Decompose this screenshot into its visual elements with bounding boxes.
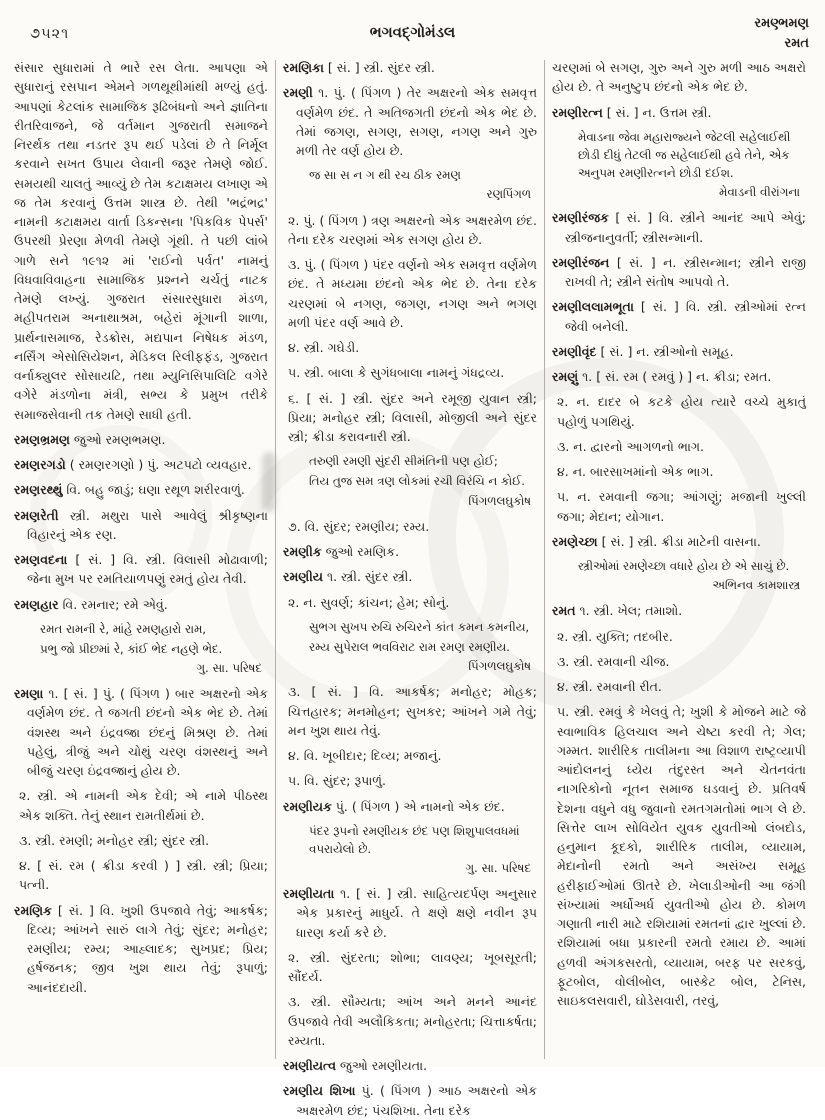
continuation-paragraph: સંસાર સુધારામાં તે ભારે રસ લેતા. આપણા એ સુધારાનું રસપાન એમને ગળથૂથીમાંથી મળ્યું હતું. આપણાં કેટલાંક સામાજિક રૂઢિબંધનો અને જ્ઞાતિના રીતરિવાજને, જે વર્તમાન ગુજરાતી સમાજને નિરર્થક તથા નડતર રૂપ થઈ પડેલાં છે તે નિર્મૂલ કરવાને સખત ઉપાય લેવાની જરૂર તેમણે જોઈ. સમયથી ચાલતું આવ્યું છે તેમ કટાક્ષમય લખાણ એ જ તેમ કરવાનું ઉત્તમ શાસ્ત્ર છે. તેથી 'ભદ્રંભદ્ર' નામની કટાક્ષમય વાર્તા ડિકન્સના 'પિકવિક પેપર્સ' ઉપરથી પ્રેરણા મેળવી તેમણે ગૂંથી. તે પછી લાંબે ગાળે સને ૧૯૧૨ માં 'રાઈનો પર્વત' નામનું વિધવાવિવાહના સામાજિક પ્રશ્નને ચર્ચતું નાટક તેમણે લખ્યું. ગુજરાત સંસારસુધારા મંડળ, મહીપતરામ અનાથાશ્રમ, બહેરાં મૂંગાની શાળા, પ્રાર્થનાસમાજ, રેડક્રોસ, મદ્યપાન નિષેધક મંડળ, નર્સિંગ એસોસિયેશન, મેડિકલ રિલીફફંડ, ગુજરાત વર્નાક્યુલર સોસાયટિ, તથા મ્યુનિસિપાલિટિ વગેરે વગેરે મંડળોના મંત્રી, સભ્ય કે પ્રમુખ તરીકે સમાજસેવાની તક તેમણે સાધી હતી. bbox=[14, 60, 268, 422]
page-title: ભગવદ્ગોમંડલ bbox=[369, 23, 456, 41]
sense-paragraph: ૪. સ્ત્રી. રમવાની રીત. bbox=[557, 679, 662, 695]
entry-headword: રમણીયતા bbox=[283, 886, 335, 902]
sense-paragraph: ૫. સ્ત્રી. બાલા કે સુગંધબાલા નામનું ગંધદ્રવ્ય. bbox=[288, 365, 505, 381]
entry-headword: રમણરથ્થું bbox=[14, 482, 63, 498]
dictionary-entry: રમણી ૧. પું. ( પિંગળ ) તેર અક્ષરનો એક સમવૃત્ત વર્ણમેળ છંદ. તે અતિજગતી છંદનો એક ભેદ છે. તેમાં જગણ, સગણ, સગણ, નગણ અને ગુરુ મળી તેર વર્ણ હોય છે. bbox=[283, 85, 537, 158]
sense-paragraph: ૭. વિ. સુંદર; રમણીય; રમ્ય. bbox=[288, 518, 430, 534]
entry-headword: રમણિકા bbox=[283, 60, 324, 75]
verse-line: પ્રભુ જો પ્રીછમાં રે, કાંઈ ભેદ નહણે ભેદ. bbox=[40, 641, 223, 656]
dictionary-entry: રમણીયત્વ જુઓ રમણીયતા. bbox=[283, 1058, 428, 1074]
citation: ગુ. સા. પરિષદ bbox=[465, 861, 531, 876]
dictionary-entry: રમત ૧. સ્ત્રી. ખેલ; તમાશો. bbox=[552, 603, 683, 619]
dictionary-entry: રમણરગડો ( રમણરગણો ) પું. અટપટો વ્યવહાર. bbox=[14, 457, 252, 472]
dictionary-entry: રમણહાર વિ. રમનાર; રમે એવું. bbox=[14, 596, 168, 612]
verse-line: સ્ત્રીઓમાં રમણેચ્છા વધારે હોય છે એ સાચું છે. bbox=[578, 559, 790, 574]
sense-paragraph: ૩. સ્ત્રી. સૌમ્યતા; આંખ અને મનને આનંદ ઉપજાવે તેવી અલૌકિકતા; મનોહરતા; ચિત્તાકર્ષતા; રમ્યતા. bbox=[288, 994, 537, 1048]
sense-paragraph: ૨. સ્ત્રી. યુક્તિ; તદબીર. bbox=[557, 628, 673, 644]
sense-paragraph: ૩. સ્ત્રી. રમવાની ચીજ. bbox=[557, 653, 670, 669]
entry-headword: રમણહાર bbox=[14, 596, 59, 612]
entry-headword: રમણીય bbox=[283, 569, 324, 585]
dictionary-entry: રમણીક જુઓ રમણિક. bbox=[283, 544, 400, 560]
text-column-3 bbox=[552, 58, 806, 1065]
entry-headword: રમણીરત્ન bbox=[552, 104, 603, 120]
sense-paragraph: ૨. સ્ત્રી. સુંદરતા; શોભા; લાવણ્ય; ખૂબસૂરતી; સૌંદર્ય. bbox=[288, 949, 537, 985]
dictionary-entry: રમણીરંજક [ સં. ] વિ. સ્ત્રીને આનંદ આપે એવું; સ્ત્રીજનાનુવર્તી; સ્ત્રીસન્માની. bbox=[552, 210, 806, 245]
citation: અભિનવ કામશાસ્ત્ર bbox=[712, 578, 800, 593]
dictionary-entry: રમણિકા [ સં. ] સ્ત્રી. સુંદર સ્ત્રી. bbox=[283, 60, 435, 75]
entry-headword: રમણીવૃંદ bbox=[552, 343, 597, 359]
entry-headword: રમણિક bbox=[14, 902, 52, 918]
citation: પિંગળલઘુકોષ bbox=[468, 493, 531, 508]
text-column-2 bbox=[283, 58, 537, 1118]
dictionary-entry: રમણું ૧. [ સં. રમ ( રમવું ) ] ન. ક્રીડા; રમત. bbox=[552, 369, 772, 385]
verse-line: રમ્ય સુપેરાલ ભવવિરાટ રામ રમણ રમણીય. bbox=[309, 639, 510, 654]
dictionary-entry: રમણીરત્ન [ સં. ] ન. ઉત્તમ સ્ત્રી. bbox=[552, 104, 712, 120]
sense-paragraph: ૬. [ સં. ] સ્ત્રી. સુંદર અને રમૂજી યુવાન સ્ત્રી; પ્રિયા; મનોહર સ્ત્રી; વિલાસી, મોજીલી અને સુંદર સ્ત્રી; ક્રીડા કરાવનારી સ્ત્રી. bbox=[288, 390, 537, 445]
entry-headword: રમણરગડો bbox=[14, 457, 66, 472]
dictionary-entry: રમણેચ્છા [ સં. ] સ્ત્રી. ક્રીડા માટેની વાસના. bbox=[552, 533, 761, 549]
sense-paragraph: ૪. [ સં. રમ ( ક્રીડા કરવી ) ] સ્ત્રી. સ્ત્રી; પ્રિયા; પત્ની. bbox=[19, 858, 268, 893]
verse-line: પંદર રૂપનો રમણીયક છંદ પણ શિશુપાલવધમાં વપરાયેલો છે. bbox=[309, 823, 520, 856]
entry-headword: રમણવદના bbox=[14, 552, 68, 567]
verse-line: તરુણી રમણી સુંદરી સીમંતિની પણ હોઈ; bbox=[309, 454, 498, 469]
dictionary-entry: રમણરથ્થું વિ. બહુ જાડું; ઘણા રથૂળ શરીરવાળું. bbox=[14, 482, 245, 498]
entry-headword: રમણીરંજક bbox=[552, 210, 609, 226]
citation: પિંગળલઘુકોષ bbox=[468, 659, 531, 674]
entry-headword: રમણું bbox=[552, 369, 579, 385]
dictionary-entry: રમણીય શિખા પું. ( પિંગળ ) આઠ અક્ષરનો એક અક્ષરમેળ છંદ; પંચશિખા. તેના દરેક bbox=[283, 1083, 537, 1118]
guide-word-top: રમણ્ભમણ bbox=[754, 16, 809, 31]
dictionary-entry: રમણરેતી સ્ત્રી. મથુરા પાસે આવેલું શ્રીકૃષ્ણના વિહારનું એક રણ. bbox=[14, 507, 268, 542]
entry-headword: રમણીયક bbox=[283, 798, 332, 814]
sense-paragraph: ૪. સ્ત્રી. ગઘેડી. bbox=[288, 340, 360, 356]
guide-word-bottom: રમત bbox=[784, 36, 809, 52]
sense-paragraph: ૨. સ્ત્રી. એ નામની એક દેવી; એ નામે પીઠસ્થ એક શક્તિ. તેનું સ્થાન રામતીર્થમાં છે. bbox=[19, 788, 268, 823]
dictionary-entry: રમણીલલામભૂતા [ સં. ] વિ. સ્ત્રી. સ્ત્રીઓમાં રત્ન જેવી બનેલી. bbox=[552, 299, 806, 334]
dictionary-entry: રમણા ૧. [ સં. ] પું. ( પિંગળ ) બાર અક્ષરનો એક વર્ણમેળ છંદ. તે જગતી છંદનો એક ભેદ છે. તેમાં વંશસ્થ અને ઇંદ્રવજ્રા છંદનું મિશ્રણ છે. તેમાં પહેલું, ત્રીજું અને ચોથું ચરણ વંશસ્થનું અને બીજું ચરણ ઇંદ્રવજ્રાનું હોય છે. bbox=[14, 686, 268, 779]
sense-paragraph: ૪. વિ. ખૂબીદાર; દિવ્ય; મજાનું. bbox=[288, 748, 442, 763]
page-number: ૭૫૨૧ bbox=[30, 26, 70, 42]
verse-line: રમત રામની રે, માંહે રમણહારો રામ, bbox=[40, 621, 207, 636]
dictionary-entry: રમણીવૃંદ [ સં. ] ન. સ્ત્રીઓનો સમૂહ. bbox=[552, 343, 734, 359]
entry-headword: રમણીક bbox=[283, 544, 322, 560]
entry-headword: રમણીય શિખા bbox=[283, 1083, 356, 1099]
citation: મેવાડની વીરાંગના bbox=[719, 185, 800, 200]
dictionary-entry: રમણીરંજન [ સં. ] ન. સ્ત્રીસન્માન; સ્ત્રીને રાજી રાખવી તે; સ્ત્રીને સંતોષ આપવો તે. bbox=[552, 254, 806, 290]
sense-paragraph: ૫. ન. રમવાની જગા; આંગણું; મજાની ખુલ્લી જગા; મેદાન; યોગાન. bbox=[557, 489, 806, 524]
page-header bbox=[0, 14, 825, 58]
page-body bbox=[14, 58, 813, 1118]
column-divider bbox=[275, 60, 276, 1059]
entry-headword: રમણીયત્વ bbox=[283, 1058, 337, 1074]
guide-words bbox=[754, 14, 809, 54]
citation: ગુ. સા. પરિષદ bbox=[196, 661, 262, 676]
sense-paragraph: ૨. પું. ( પિંગળ ) ત્રણ અક્ષરનો એક અક્ષરમેળ છંદ. તેના દરેક ચરણમાં એક સગણ હોય છે. bbox=[288, 212, 537, 247]
sense-paragraph: ૩. સ્ત્રી. રમણી; મનોહર સ્ત્રી; સુંદર સ્ત્રી. bbox=[19, 832, 210, 848]
dictionary-entry: રમણીયક પું. ( પિંગળ ) એ નામનો એક છંદ. bbox=[283, 798, 505, 814]
entry-headword: રમણીરંજન bbox=[552, 254, 610, 270]
sense-paragraph: ૫. સ્ત્રી. રમવું કે ખેલવું તે; ખુશી કે મોજને માટે જે સ્વાભાવિક હિલચાલ અને ચેષ્ટા કરવી તે; ગેલ; ગમ્મત. શારીરિક તાલીમના આ વિશાળ રાષ્ટ્રવ્યાપી આંદોલનનું ધ્યેય તંદુરસ્ત અને ચેતનવંતા નાગરિકોનો નૂતન સમાજ ઘડવાનું છે. પ્રતિવર્ષ દેશના વધુને વધુ જુવાનો રમતગમતોમાં ભાગ લે છે. સિત્તેર લાખ સોવિયેત યુવક યુવતીઓ લંબદોડ, હનુમાન કૂદકો, શારીરિક તાલીમ, વ્યાયામ, મેદાનોની રમતો અને અસંખ્ય સમૂહ હરીફાઈઓમાં ઊતરે છે. ખેલાડીઓની આ જંગી સંખ્યામાં અર્ધોઅર્ધ યુવતીઓ હોય છે. કોમળ ગણાતી નારી માટે રશિયામાં રમતનાં દ્વાર ખુલ્લાં છે. રશિયામાં બધા પ્રકારની રમતો રમાય છે. આમાં હળવી અંગકસરતો, વ્યાયામ, બરફ પર સરકવું, ફૂટબોલ, વોલીબોલ, બાસ્કેટ બોલ, ટેનિસ, સાઇકલસવારી, ઘોડેસવારી, તરવું, bbox=[557, 704, 806, 1009]
verse-line: સુભગ સુખપ રુચિ રુચિરને કાંત કમન કમનીય, bbox=[309, 619, 530, 634]
verse-line: જ સા સ ન ગ થી રચ ઠીક રમણ bbox=[309, 168, 461, 183]
entry-headword: રમણા bbox=[14, 686, 44, 702]
dictionary-entry: રમણિક [ સં. ] વિ. ખુશી ઉપજાવે તેવું; આકર્ષક; દિવ્ય; આંખને સારું લાગે તેવું; સુંદર; મનોહર; રમણીય; રમ્ય; આહ્લાદક; સુખપ્રદ; પ્રિય; હર્ષજનક; જીવ ખુશ થાય તેવું; રૂપાળું; આનંદદાયી. bbox=[14, 902, 268, 995]
column-divider bbox=[544, 60, 545, 1059]
sense-paragraph: ૨. ન. સુવર્ણ; કાંચન; હેમ; સોનું. bbox=[288, 594, 450, 610]
sense-paragraph: ૩. [ સં. ] વિ. આકર્ષક; મનોહર; મોહક; ચિત્તહારક; મનમોહન; સુખકર; આંખને ગમે તેવું; મન ખુશ થાય તેવું. bbox=[288, 684, 537, 738]
verse-line: મેવાડના જેવા મહારાજ્યને જેટલી સહેલાઈથી છોડી દીધું તેટલી જ સહેલાઈથી હવે તેને, એક અનુપમ રમણીરત્નને છોડી દઈશ. bbox=[578, 129, 791, 181]
citation: રણપિંગળ bbox=[486, 187, 531, 202]
entry-headword: રમણીલલામભૂતા bbox=[552, 299, 634, 315]
dictionary-entry: રમણવદના [ સં. ] વિ. સ્ત્રી. વિલાસી મોઢાવાળી; જેના મુખ પર રમતિયાળપણું રમતું હોય તેવી. bbox=[14, 552, 268, 587]
verse-line: તિય તુજ સમ ત્રણ લોકમાં રચી વિરંચિ ન કોઈ. bbox=[309, 474, 526, 489]
entry-headword: રમત bbox=[552, 603, 576, 619]
sense-paragraph: ૩. ન. દ્વારનો આગળનો ભાગ. bbox=[557, 438, 704, 454]
dictionary-entry: રમણીય ૧. સ્ત્રી. સુંદર સ્ત્રી. bbox=[283, 569, 413, 585]
entry-headword: રમણી bbox=[283, 85, 313, 101]
sense-paragraph: ૪. ન. બારસાખમાંનો એક ભાગ. bbox=[557, 464, 714, 480]
sense-paragraph: ૫. વિ. સુંદર; રૂપાળું. bbox=[288, 773, 387, 789]
sense-paragraph: ૨. ન. દાદર બે કટકે હોય ત્યારે વચ્ચે મુકાતું પહોળું પગથિયું. bbox=[557, 394, 806, 429]
entry-headword: રમણેચ્છા bbox=[552, 533, 598, 549]
dictionary-entry: રમણભ્રમણ જુઓ રમણભમણ. bbox=[14, 431, 166, 447]
text-column-1 bbox=[14, 58, 268, 1065]
entry-headword: રમણભ્રમણ bbox=[14, 431, 70, 447]
sense-paragraph: ૩. પું. ( પિંગળ ) પંદર વર્ણનો એક સમવૃત્ત વર્ણમેળ છંદ. તે મધ્યમા છંદનો એક ભેદ છે. તેના દરેક ચરણમાં બે નગણ, જગણ, નગણ અને ભગણ મળી પંદર વર્ણ આવે છે. bbox=[288, 257, 537, 330]
entry-headword: રમણરેતી bbox=[14, 507, 59, 523]
dictionary-entry: રમણીયતા ૧. [ સં. ] સ્ત્રી. સાહિત્યદર્પણ અનુસાર એક પ્રકારનું માધુર્ય. તે ક્ષણે ક્ષણે નવીન રૂપ ધારણ કર્યા કરે છે. bbox=[283, 886, 537, 940]
continuation-paragraph: ચરણમાં બે સગણ, ગુરુ અને ગુરુ મળી આઠ અક્ષરો હોય છે. તે અનુષ્ટુપ છંદનો એક ભેદ છે. bbox=[552, 60, 806, 95]
